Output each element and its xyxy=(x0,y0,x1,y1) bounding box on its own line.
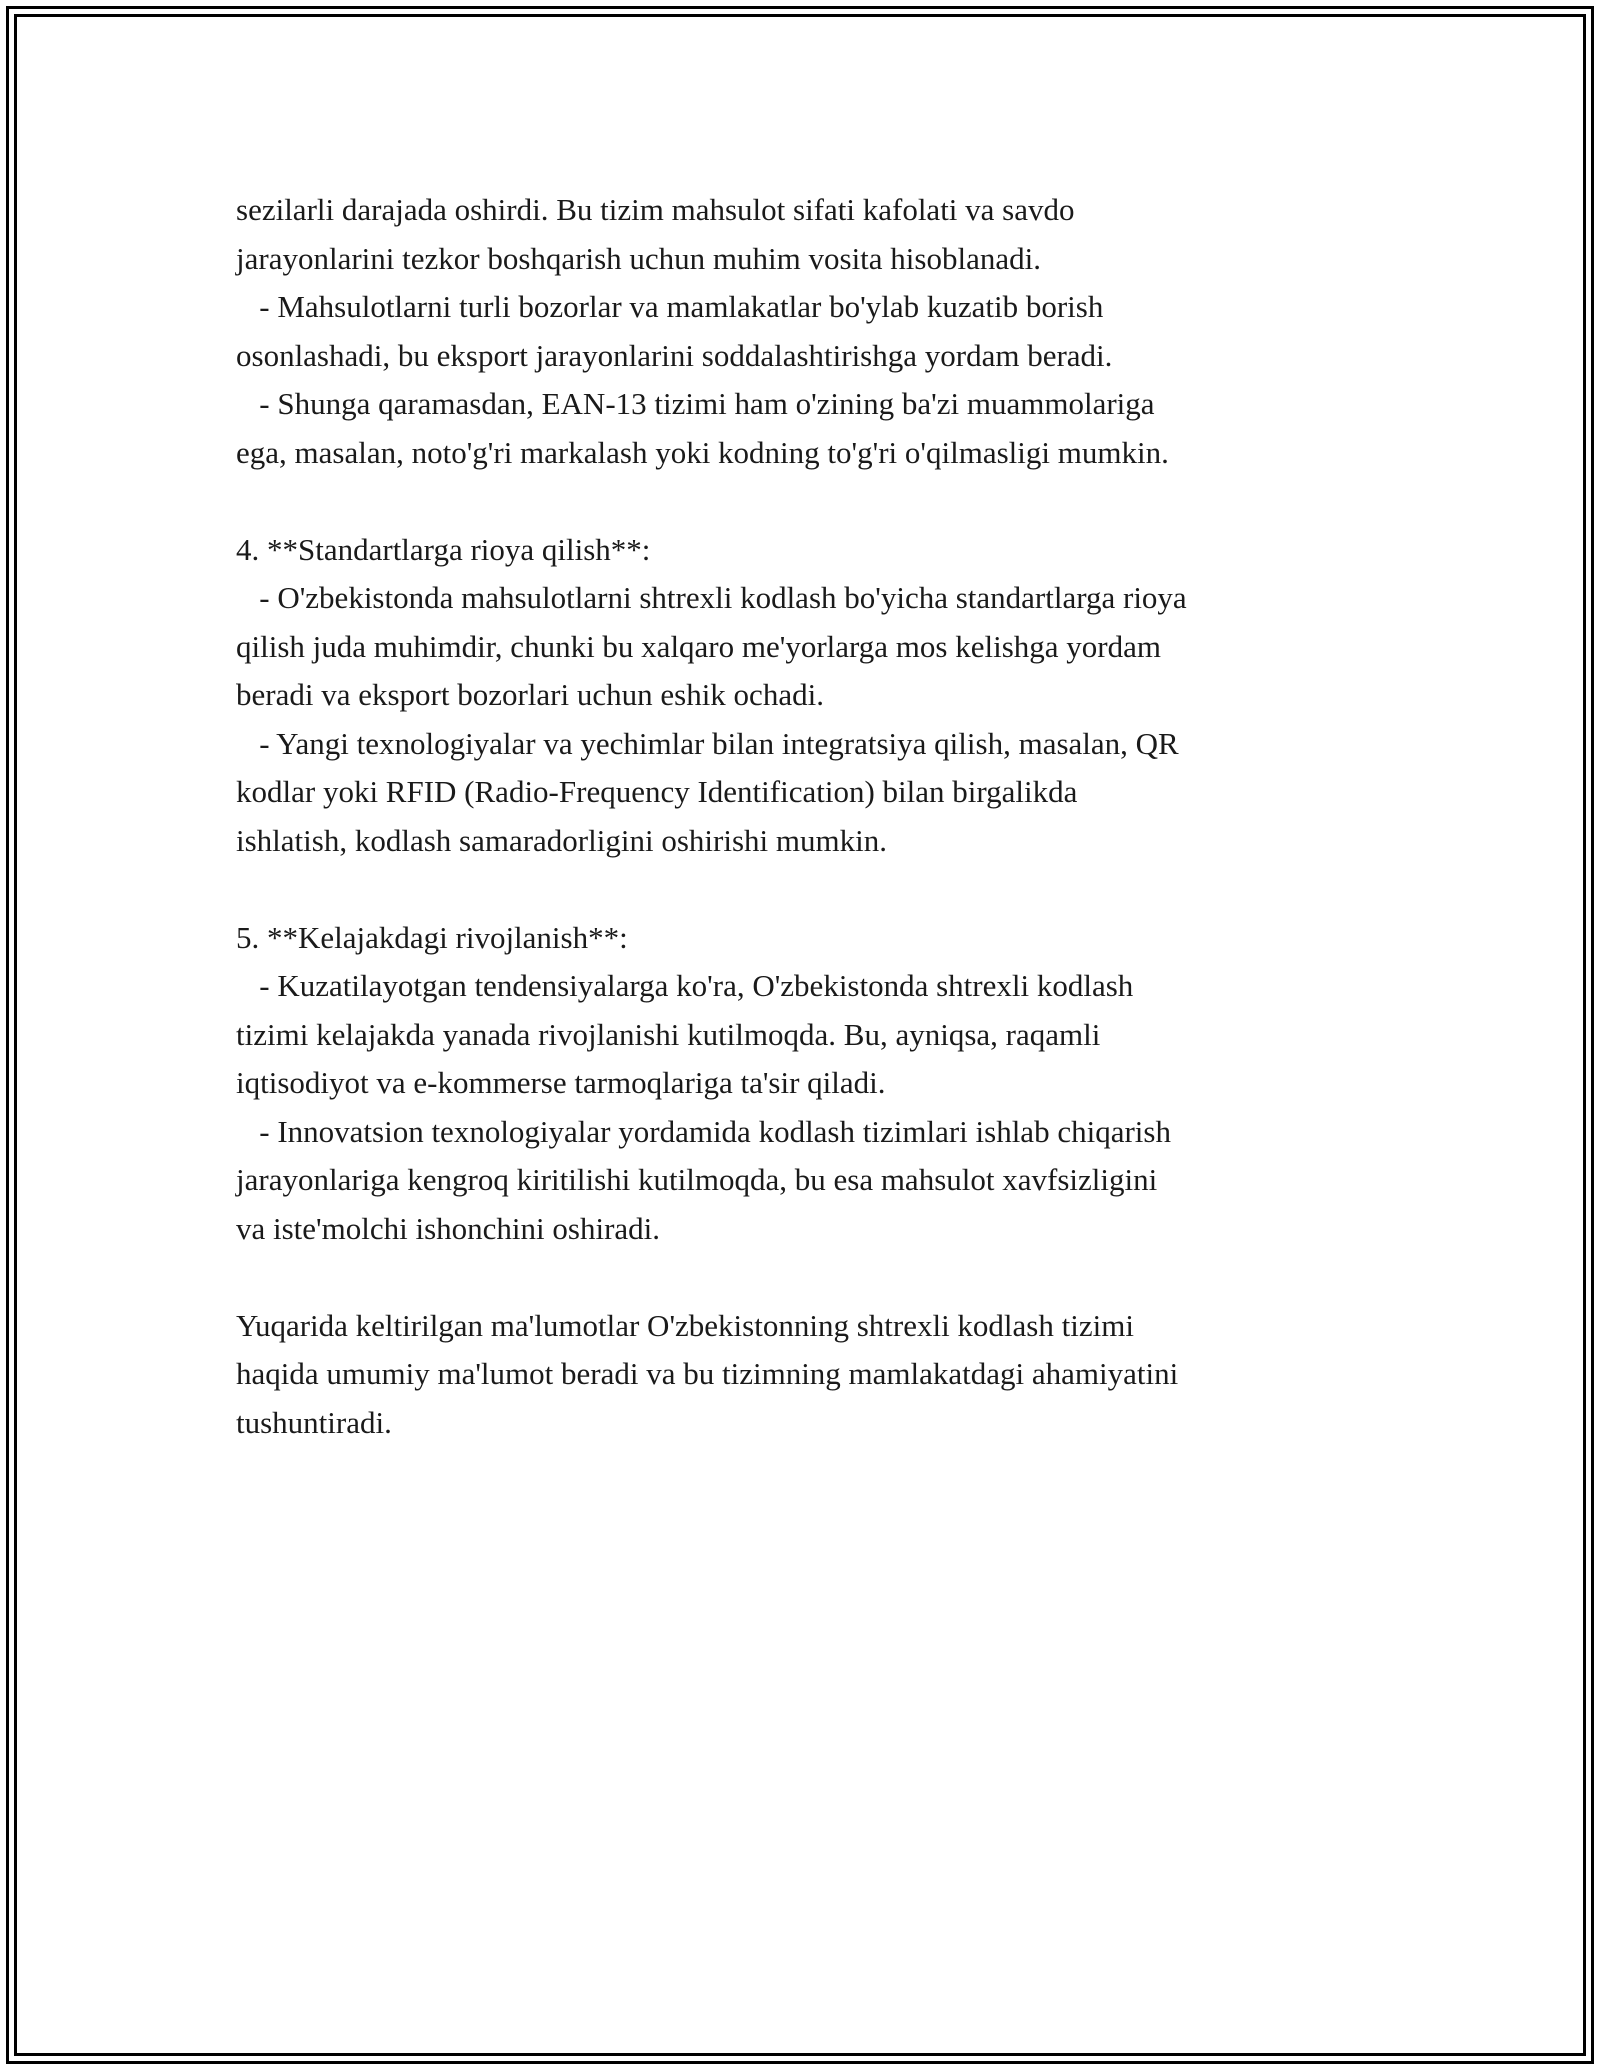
text-line: Yuqarida keltirilgan ma'lumotlar O'zbekistonning shtrexli kodlash tizimi xyxy=(236,1307,1134,1343)
text-line: va iste'molchi ishonchini oshiradi. xyxy=(236,1210,661,1246)
paragraph-gap xyxy=(236,1253,1436,1302)
text-line: tushuntiradi. xyxy=(236,1404,392,1440)
text-line: osonlashadi, bu eksport jarayonlarini soddalashtirishga yordam beradi. xyxy=(236,337,1113,373)
paragraph-gap xyxy=(236,865,1436,914)
section-heading: 4. **Standartlarga rioya qilish**: xyxy=(236,531,651,567)
text-line: kodlar yoki RFID (Radio-Frequency Identification) bilan birgalikda xyxy=(236,774,1078,809)
text-line: ega, masalan, noto'g'ri markalash yoki kodning to'g'ri o'qilmasligi mumkin. xyxy=(236,434,1169,470)
text-line: iqtisodiyot va e-kommerse tarmoqlariga ta'sir qiladi. xyxy=(236,1065,886,1100)
text-line: ishlatish, kodlash samaradorligini oshirishi mumkin. xyxy=(236,822,887,858)
text-line: sezilarli darajada oshirdi. Bu tizim mahsulot sifati kafolati va savdo xyxy=(236,192,1075,227)
text-line: - O'zbekistonda mahsulotlarni shtrexli kodlash bo'yicha standartlarga rioya xyxy=(236,580,1187,615)
paragraph-gap xyxy=(236,477,1436,526)
text-line: - Kuzatilayotgan tendensiyalarga ko'ra, O'zbekistonda shtrexli kodlash xyxy=(236,968,1134,1003)
text-line: - Innovatsion texnologiyalar yordamida kodlash tizimlari ishlab chiqarish xyxy=(236,1113,1171,1149)
text-line: - Yangi texnologiyalar va yechimlar bilan integratsiya qilish, masalan, QR xyxy=(236,725,1179,761)
section-heading: 5. **Kelajakdagi rivojlanish**: xyxy=(236,919,628,955)
document-body xyxy=(236,186,1436,1447)
text-line: - Mahsulotlarni turli bozorlar va mamlakatlar bo'ylab kuzatib borish xyxy=(236,289,1104,324)
text-line: qilish juda muhimdir, chunki bu xalqaro me'yorlarga mos kelishga yordam xyxy=(236,628,1161,664)
text-line: haqida umumiy ma'lumot beradi va bu tizimning mamlakatdagi ahamiyatini xyxy=(236,1356,1179,1391)
text-line: jarayonlarini tezkor boshqarish uchun muhim vosita hisoblanadi. xyxy=(236,240,1041,276)
text-line: - Shunga qaramasdan, EAN-13 tizimi ham o'zining ba'zi muammolariga xyxy=(236,386,1155,421)
text-line: tizimi kelajakda yanada rivojlanishi kutilmoqda. Bu, ayniqsa, raqamli xyxy=(236,1016,1101,1052)
text-line: beradi va eksport bozorlari uchun eshik ochadi. xyxy=(236,677,824,712)
text-line: jarayonlariga kengroq kiritilishi kutilmoqda, bu esa mahsulot xavfsizligini xyxy=(236,1162,1158,1197)
